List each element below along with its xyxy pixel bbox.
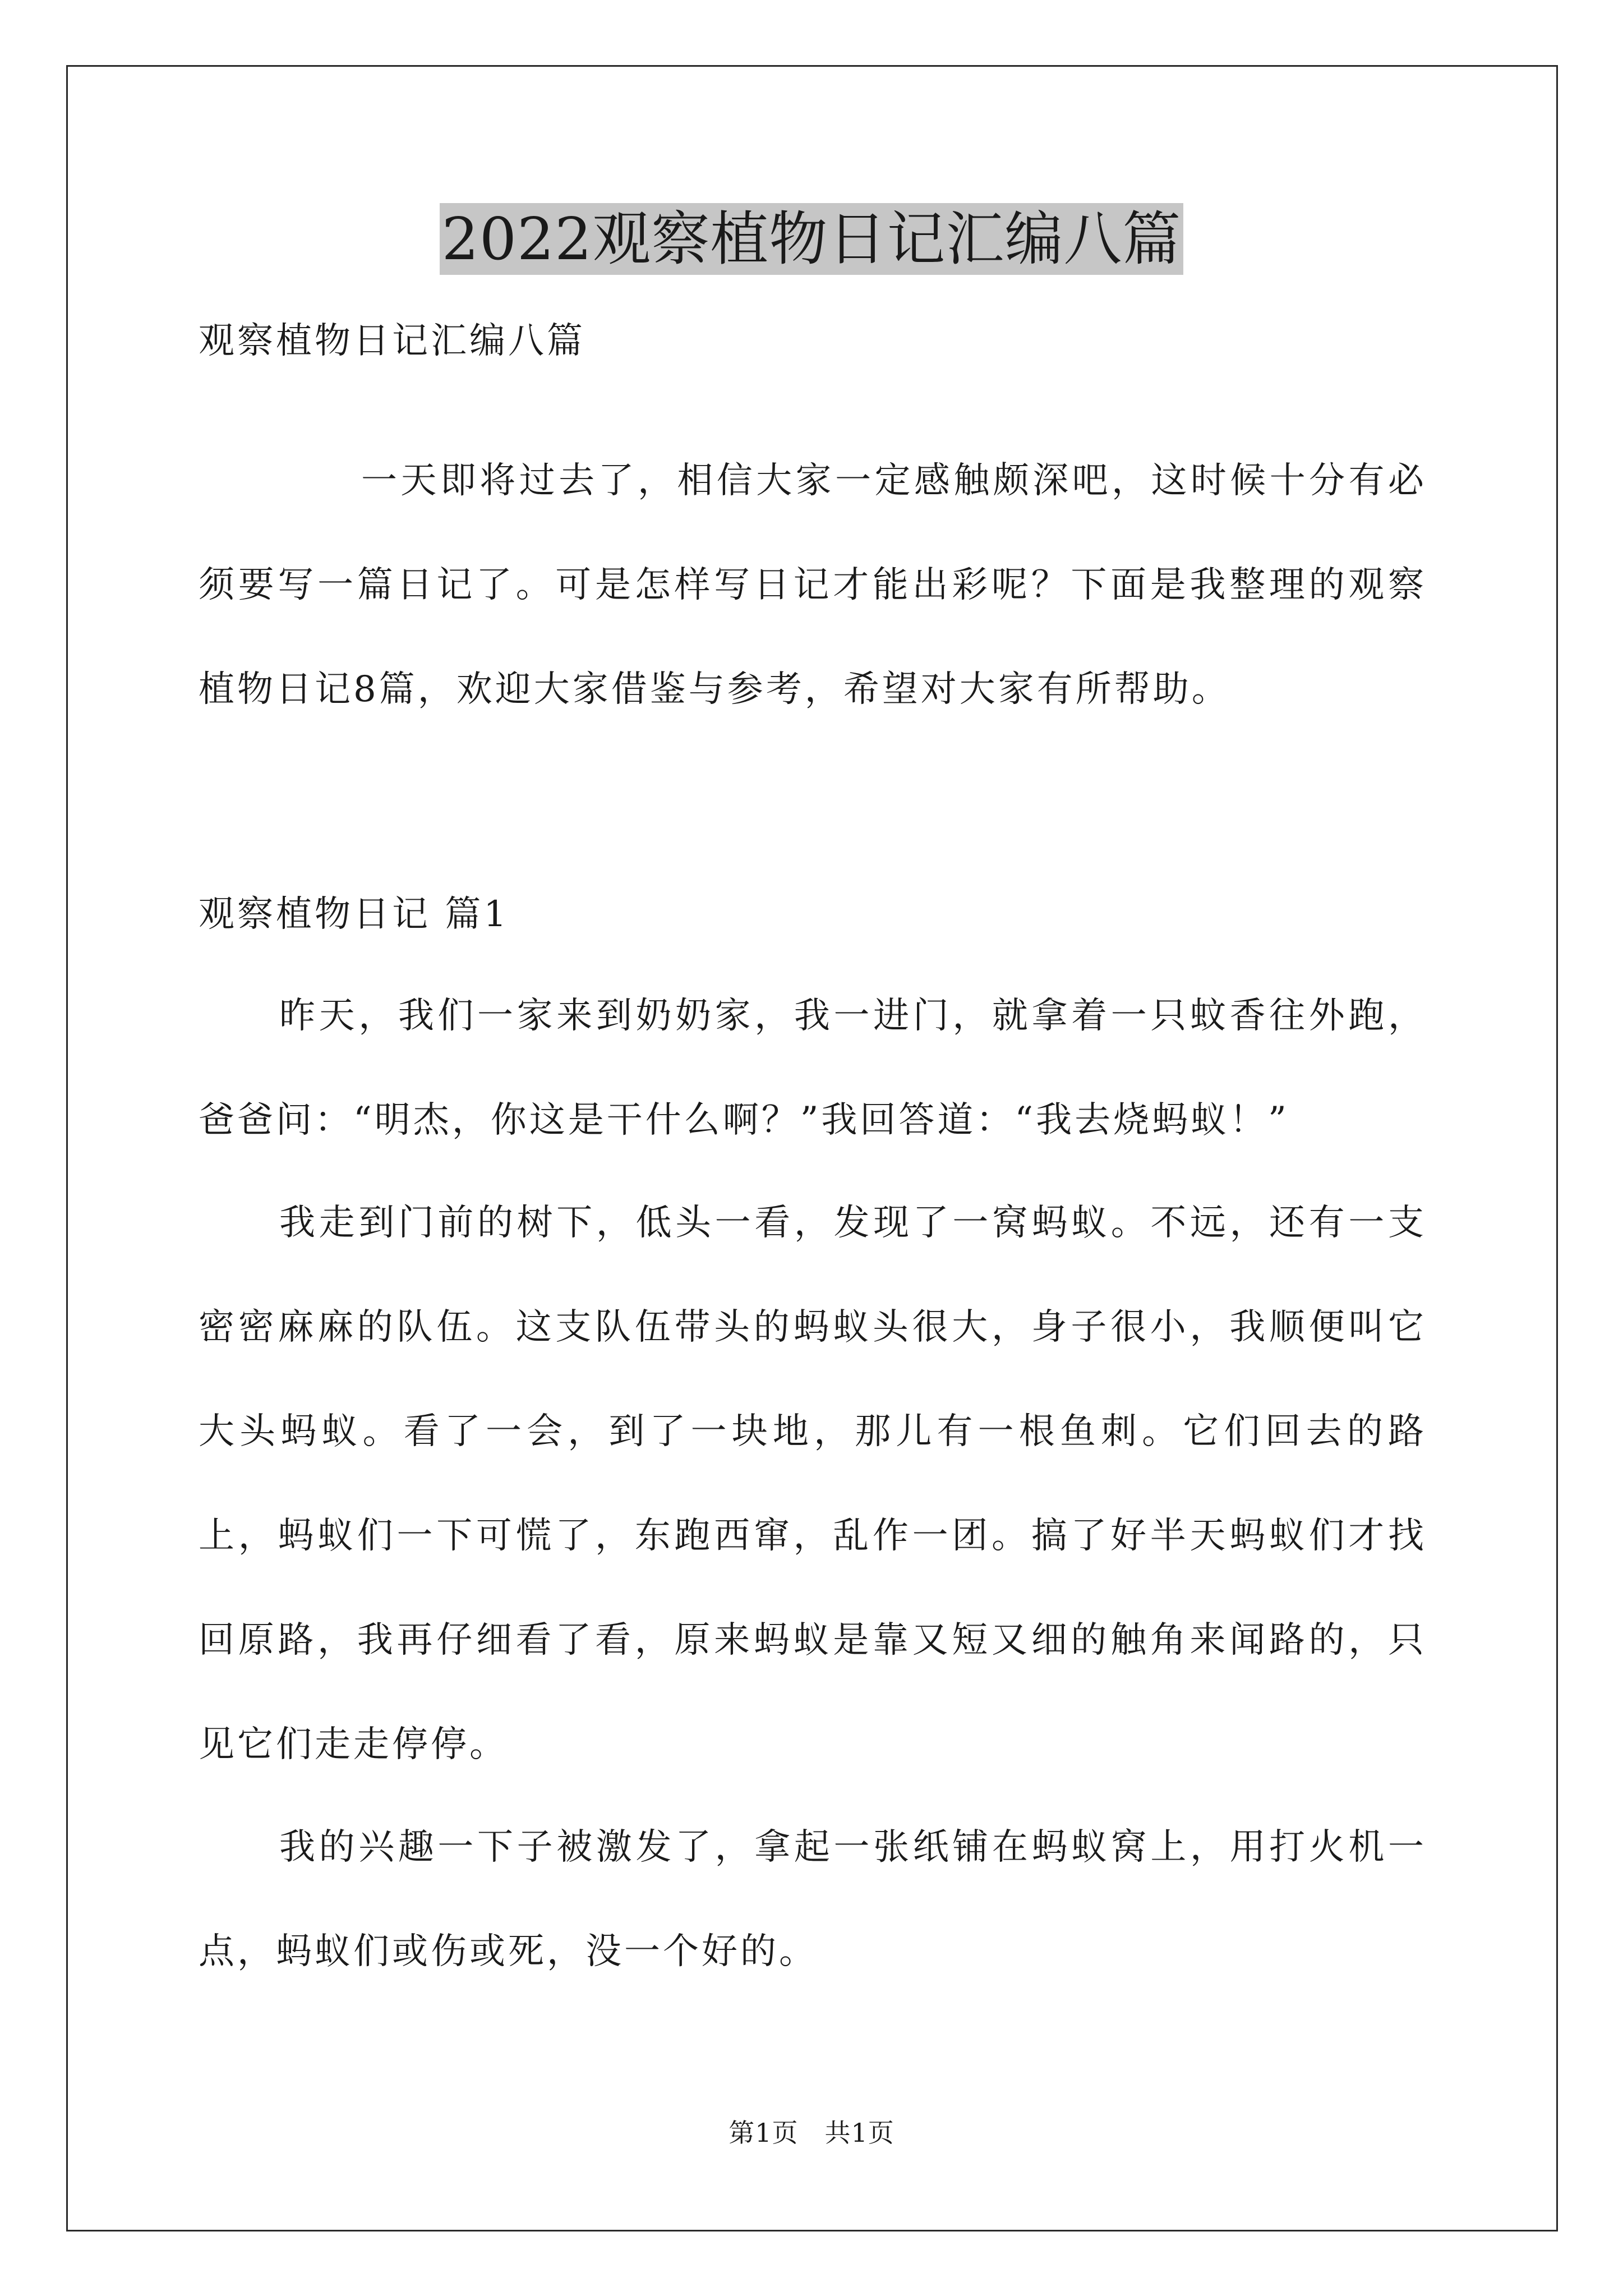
document-subtitle: 观察植物日记汇编八篇 xyxy=(199,320,585,362)
body-paragraph: 昨天，我们一家来到奶奶家，我一进门，就拿着一只蚊香往外跑，爸爸问：“明杰，你这是干什么啊？”我回答道：“我去烧蚂蚁！” xyxy=(199,995,1427,1141)
body-paragraph: 我的兴趣一下子被激发了，拿起一张纸铺在蚂蚁窝上，用打火机一点，蚂蚁们或伤或死，没一个好的。 xyxy=(199,1826,1427,1972)
intro-paragraph: 一天即将过去了，相信大家一定感触颇深吧，这时候十分有必须要写一篇日记了。可是怎样写日记才能出彩呢？下面是我整理的观察植物日记8篇，欢迎大家借鉴与参考，希望对大家有所帮助。 xyxy=(199,460,1427,710)
body-paragraph: 我走到门前的树下，低头一看，发现了一窝蚂蚁。不远，还有一支密密麻麻的队伍。这支队伍带头的蚂蚁头很大，身子很小，我顺便叫它大头蚂蚁。看了一会，到了一块地，那儿有一根鱼刺。它们回去的路上，蚂蚁们一下可慌了，东跑西窜，乱作一团。搞了好半天蚂蚁们才找回原路，我再仔细看了看，原来蚂蚁是靠又短又细的触角来闻路的，只见它们走走停停。 xyxy=(199,1202,1427,1765)
document-title: 2022观察植物日记汇编八篇 xyxy=(440,203,1184,275)
page-footer: 第1页 共1页 xyxy=(728,2118,895,2148)
section-heading: 观察植物日记 篇1 xyxy=(199,894,510,935)
title-container xyxy=(0,203,1623,275)
